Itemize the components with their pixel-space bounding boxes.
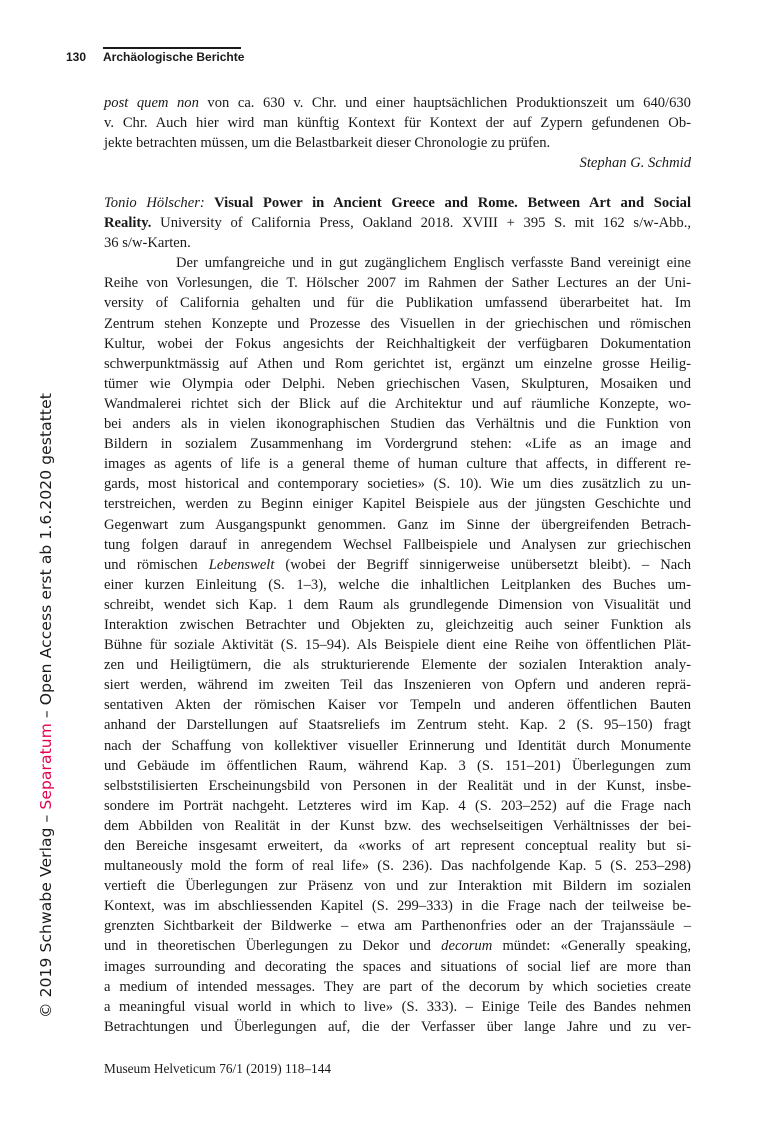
text-line: selbststilisierten Erscheinungsbild von Personen in der Realität und in der Kunst, insbe- [104, 777, 691, 794]
separatum-label: Separatum [37, 723, 55, 810]
text-line: multaneously mold the form of real life» (S. 236). Das nachfolgende Kap. 5 (S. 253–298) [104, 858, 691, 875]
copyright-text: © 2019 Schwabe Verlag – [37, 809, 55, 1018]
text-line: terstreichen, werden zu Beginn einiger Kapitel Beispiele aus der jüngsten Geschichte und [104, 496, 691, 513]
book-title-end: Reality. [104, 215, 152, 232]
publication-info: 36 s/w-Karten. [104, 235, 191, 252]
line-text: von ca. 630 v. Chr. und einer hauptsächlichen Produktionszeit um 640/630 [198, 95, 691, 111]
text-line: schwerpunktmässig auf Athen und Rom gerichtet ist, ergänzt um einzelne grosse Heilig- [104, 355, 691, 372]
running-header [66, 50, 244, 64]
book-title: Visual Power in Ancient Greece and Rome. Between Art and Social [204, 195, 692, 211]
text-line: Der umfangreiche und in gut zugänglichem Englisch verfasste Band vereinigt eine [176, 255, 691, 272]
text-line: a meaningful visual world in which to live» (S. 333). – Einige Teile des Bandes nehmen [104, 998, 691, 1015]
text-line: vertieft die Überlegungen zur Präsenz von und zur Interaktion mit Bildern im sozialen [104, 878, 691, 895]
copyright-notice [37, 393, 55, 1018]
book-review [104, 193, 691, 1037]
italic-term: decorum [441, 938, 493, 955]
header-rule [103, 47, 241, 49]
text-line: bei anders als in vielen ikonographischen Studien das Verhältnis und die Funktion von [104, 416, 691, 433]
text-line: und in theoretischen Überlegungen zu Dekor und decorum mündet: «Generally speaking, [104, 938, 691, 955]
text-line: Gegenwart zum Ausgangspunkt genommen. Ganz im Sinne der übergreifenden Betrach- [104, 516, 691, 533]
text-line: Kontext, was im abschliessenden Kapitel (S. 299–333) in die Frage nach der teilweise be- [104, 898, 691, 915]
text-line: Wandmalerei richtet sich der Blick auf die Architektur und auf räumliche Konzepte, wo- [104, 395, 691, 412]
publication-info: University of California Press, Oakland 2018. XVIII + 395 S. mit 162 s/w-Abb., [151, 215, 691, 232]
text-line: versity of California gehalten und für die Publikation umfassend überarbeitet hat. Im [104, 295, 691, 312]
journal-citation: Museum Helveticum 76/1 (2019) 118–144 [104, 1061, 332, 1076]
previous-review-ending [104, 93, 691, 173]
text-line: images as agents of life is a general theme of human culture that affects, in different re- [104, 456, 691, 473]
reviewer-signature: Stephan G. Schmid [579, 155, 691, 172]
text-line: Zentrum stehen Konzepte und Prozesse des Visuellen in der griechischen und römischen [104, 315, 691, 332]
italic-term: Lebenswelt [208, 556, 275, 573]
review-heading-line [104, 193, 691, 213]
text-line: jekte betrachten müssen, um die Belastbarkeit dieser Chronologie zu prüfen. [104, 135, 551, 152]
text-line: dem Abbilden von Realität in der Kunst bzw. des wechselseitigen Verhältnisses der bei- [104, 817, 691, 834]
running-title: Archäologische Berichte [103, 50, 245, 64]
text-line: tung folgen darauf in anregendem Wechsel Fallbeispiele und Analysen zur griechischen [104, 536, 691, 553]
text-line: tümer wie Olympia oder Delphi. Neben griechischen Vasen, Skulpturen, Mosaiken und [104, 375, 691, 392]
text-line: Kultur, wobei der Fokus angesichts der Reichhaltigkeit der verfügbaren Dokumentation [104, 335, 691, 352]
text-line: einer kurzen Einleitung (S. 1–3), welche die inhaltlichen Leitplanken des Buches um- [104, 576, 691, 593]
text-line: nach der Schaffung von kollektiver visueller Erinnerung und Identität durch Monumente [104, 737, 691, 754]
text-line: Bühne für soziale Aktivität (S. 15–94). Als Beispiele dient eine Reihe von öffentlichen Plät- [104, 637, 691, 654]
text-line: sentativen Akten der römischen Kaiser vor Tempeln und anderen öffentlichen Bauten [104, 697, 691, 714]
review-body [104, 253, 691, 1037]
text-line: Bildern in sozialem Zusammenhang im Vordergrund stehen: «Life as an image and [104, 436, 691, 453]
text-line: a medium of intended messages. They are part of the decorum by which societies create [104, 978, 691, 995]
text-line: und römischen Lebenswelt (wobei der Begriff sinnigerweise unübersetzt bleibt). – Nach [104, 556, 691, 573]
review-heading-line [104, 213, 691, 233]
text-line: den Bereiche insgesamt erweitert, da «works of art represent conceptual reality but si- [104, 838, 691, 854]
book-author: Tonio Hölscher: [104, 195, 205, 211]
open-access-text: – Open Access erst ab 1.6.2020 gestattet [37, 393, 55, 724]
text-line: Interaktion zwischen Betrachter und Objekten zu, gleichzeitig auch seiner Funktion als [104, 616, 691, 633]
text-line: schreibt, wendet sich Kap. 1 dem Raum als grundlegende Dimension von Visualität und [104, 596, 691, 613]
text-line: grenzten Sichtbarkeit der Bildwerke – etwa am Parthenonfries oder an der Trajanssäule – [104, 918, 691, 935]
text-line: zen und Heiligtümern, die als strukturierende Elemente der sozialen Interaktion analy- [104, 657, 691, 674]
italic-term: post quem non [104, 95, 199, 111]
text-line: anhand der Darstellungen auf Staatsreliefs im Zentrum steht. Kap. 2 (S. 95–150) fragt [104, 717, 691, 734]
text-line: und Gebäude im öffentlichen Raum, während Kap. 3 (S. 151–201) Überlegungen zum [104, 757, 691, 774]
text-line: sondere im Porträt nachgeht. Letzteres wird im Kap. 4 (S. 203–252) auf die Frage nach [104, 797, 691, 814]
text-line: Betrachtungen und Überlegungen auf, die der Verfasser über lange Jahre und zu ver- [104, 1018, 691, 1035]
text-line [104, 93, 691, 113]
text-line: v. Chr. Auch hier wird man künftig Kontext für Kontext der auf Zypern gefundenen Ob- [104, 115, 691, 132]
text-line: images surrounding and decorating the spaces and situations of social lief are more than [104, 958, 691, 975]
text-line: Reihe von Vorlesungen, die T. Hölscher 2007 im Rahmen der Sather Lectures an der Uni- [104, 275, 691, 292]
text-line: gards, most historical and contemporary societies» (S. 10). Wie um dies zusätzlich zu un- [104, 476, 691, 493]
page-number: 130 [66, 50, 87, 64]
text-line: siert werden, während im zweiten Teil das Inszenieren von Opfern und anderen reprä- [104, 677, 691, 694]
